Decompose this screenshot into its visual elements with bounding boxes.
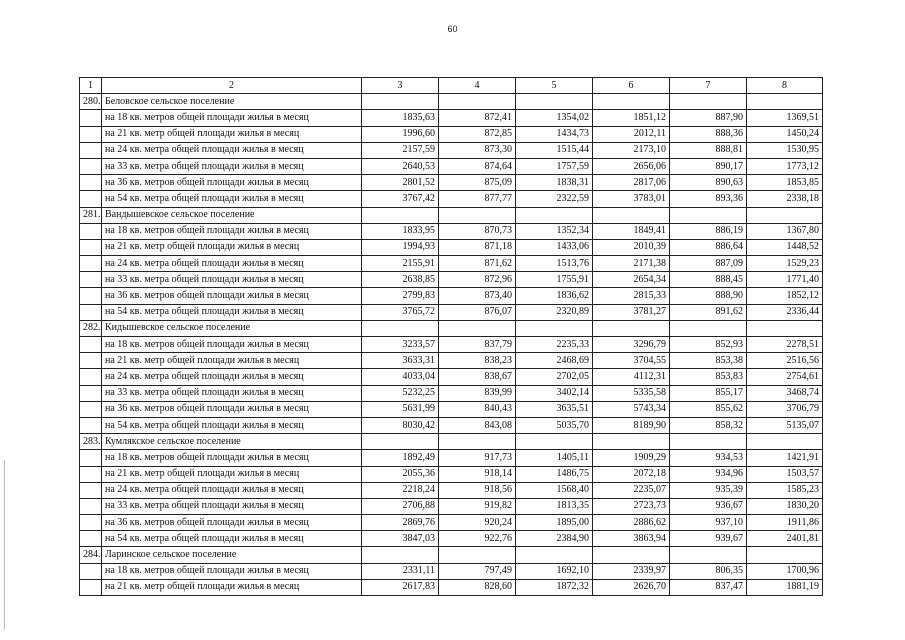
empty-cell (80, 563, 102, 579)
empty-cell (362, 94, 439, 110)
settlement-number: 283. (80, 434, 102, 450)
value-cell: 1909,29 (593, 450, 670, 466)
table-row (80, 515, 823, 531)
row-label: на 24 кв. метра общей площади жилья в месяц (102, 369, 362, 385)
empty-cell (80, 110, 102, 126)
value-cell: 887,09 (670, 256, 747, 272)
empty-cell (80, 401, 102, 417)
value-cell: 871,62 (439, 256, 516, 272)
table-row (80, 531, 823, 547)
row-label: на 33 кв. метра общей площади жилья в месяц (102, 158, 362, 174)
value-cell: 3633,31 (362, 353, 439, 369)
value-cell: 838,67 (439, 369, 516, 385)
settlement-row (80, 207, 823, 223)
row-label: на 24 кв. метра общей площади жилья в месяц (102, 482, 362, 498)
column-number-cell: 7 (670, 78, 747, 94)
value-cell: 875,09 (439, 175, 516, 191)
empty-cell (80, 191, 102, 207)
table-body (80, 78, 823, 596)
value-cell: 919,82 (439, 498, 516, 514)
table-row (80, 175, 823, 191)
value-cell: 5631,99 (362, 401, 439, 417)
value-cell: 1421,91 (747, 450, 823, 466)
empty-cell (80, 175, 102, 191)
value-cell: 1996,60 (362, 126, 439, 142)
value-cell: 872,96 (439, 272, 516, 288)
empty-cell (80, 223, 102, 239)
value-cell: 2235,33 (516, 337, 593, 353)
empty-cell (439, 320, 516, 336)
value-cell: 871,18 (439, 239, 516, 255)
value-cell: 2322,59 (516, 191, 593, 207)
value-cell: 855,62 (670, 401, 747, 417)
value-cell: 5743,34 (593, 401, 670, 417)
value-cell: 797,49 (439, 563, 516, 579)
row-label: на 18 кв. метров общей площади жилья в месяц (102, 110, 362, 126)
empty-cell (593, 94, 670, 110)
value-cell: 934,96 (670, 466, 747, 482)
empty-cell (670, 434, 747, 450)
table-row (80, 239, 823, 255)
value-cell: 887,90 (670, 110, 747, 126)
column-number-cell: 6 (593, 78, 670, 94)
table-row (80, 256, 823, 272)
row-label: на 21 кв. метр общей площади жилья в месяц (102, 466, 362, 482)
value-cell: 1833,95 (362, 223, 439, 239)
empty-cell (362, 547, 439, 563)
row-label: на 18 кв. метров общей площади жилья в месяц (102, 337, 362, 353)
value-cell: 1367,80 (747, 223, 823, 239)
settlement-number: 281. (80, 207, 102, 223)
value-cell: 2384,90 (516, 531, 593, 547)
value-cell: 918,14 (439, 466, 516, 482)
value-cell: 1757,59 (516, 158, 593, 174)
row-label: на 18 кв. метров общей площади жилья в месяц (102, 450, 362, 466)
scan-edge-line (4, 460, 5, 630)
value-cell: 2336,44 (747, 304, 823, 320)
empty-cell (362, 320, 439, 336)
empty-cell (670, 320, 747, 336)
row-label: на 36 кв. метров общей площади жилья в месяц (102, 515, 362, 531)
value-cell: 2338,18 (747, 191, 823, 207)
value-cell: 838,23 (439, 353, 516, 369)
empty-cell (670, 207, 747, 223)
value-cell: 893,36 (670, 191, 747, 207)
settlement-row (80, 434, 823, 450)
value-cell: 1835,63 (362, 110, 439, 126)
value-cell: 3765,72 (362, 304, 439, 320)
value-cell: 2754,61 (747, 369, 823, 385)
value-cell: 843,08 (439, 417, 516, 433)
empty-cell (80, 158, 102, 174)
empty-cell (80, 579, 102, 595)
value-cell: 2218,24 (362, 482, 439, 498)
table-row (80, 353, 823, 369)
empty-cell (80, 515, 102, 531)
value-cell: 886,64 (670, 239, 747, 255)
value-cell: 1813,35 (516, 498, 593, 514)
value-cell: 1771,40 (747, 272, 823, 288)
empty-cell (80, 417, 102, 433)
settlement-row (80, 547, 823, 563)
value-cell: 917,73 (439, 450, 516, 466)
value-cell: 2401,81 (747, 531, 823, 547)
value-cell: 1892,49 (362, 450, 439, 466)
row-label: на 21 кв. метр общей площади жилья в месяц (102, 579, 362, 595)
value-cell: 2235,07 (593, 482, 670, 498)
table-row (80, 563, 823, 579)
value-cell: 4033,04 (362, 369, 439, 385)
column-number-cell: 8 (747, 78, 823, 94)
value-cell: 890,63 (670, 175, 747, 191)
empty-cell (80, 288, 102, 304)
value-cell: 2155,91 (362, 256, 439, 272)
value-cell: 2640,53 (362, 158, 439, 174)
empty-cell (747, 434, 823, 450)
value-cell: 8030,42 (362, 417, 439, 433)
row-label: на 54 кв. метра общей площади жилья в месяц (102, 304, 362, 320)
empty-cell (670, 94, 747, 110)
value-cell: 1911,86 (747, 515, 823, 531)
empty-cell (80, 337, 102, 353)
value-cell: 3468,74 (747, 385, 823, 401)
value-cell: 2320,89 (516, 304, 593, 320)
row-label: на 54 кв. метра общей площади жилья в месяц (102, 531, 362, 547)
value-cell: 2702,05 (516, 369, 593, 385)
empty-cell (80, 256, 102, 272)
value-cell: 1881,19 (747, 579, 823, 595)
value-cell: 2626,70 (593, 579, 670, 595)
value-cell: 1486,75 (516, 466, 593, 482)
row-label: на 21 кв. метр общей площади жилья в месяц (102, 126, 362, 142)
value-cell: 2799,83 (362, 288, 439, 304)
value-cell: 1503,57 (747, 466, 823, 482)
value-cell: 8189,90 (593, 417, 670, 433)
value-cell: 2012,11 (593, 126, 670, 142)
value-cell: 2801,52 (362, 175, 439, 191)
value-cell: 877,77 (439, 191, 516, 207)
settlement-row (80, 320, 823, 336)
table-row (80, 191, 823, 207)
empty-cell (747, 207, 823, 223)
value-cell: 2072,18 (593, 466, 670, 482)
empty-cell (362, 434, 439, 450)
row-label: на 33 кв. метра общей площади жилья в месяц (102, 498, 362, 514)
value-cell: 2617,83 (362, 579, 439, 595)
value-cell: 5232,25 (362, 385, 439, 401)
table-row (80, 304, 823, 320)
value-cell: 3233,57 (362, 337, 439, 353)
value-cell: 837,79 (439, 337, 516, 353)
value-cell: 2171,38 (593, 256, 670, 272)
empty-cell (80, 239, 102, 255)
value-cell: 2886,62 (593, 515, 670, 531)
value-cell: 1434,73 (516, 126, 593, 142)
value-cell: 1585,23 (747, 482, 823, 498)
empty-cell (80, 126, 102, 142)
value-cell: 1838,31 (516, 175, 593, 191)
value-cell: 888,45 (670, 272, 747, 288)
table-row (80, 158, 823, 174)
value-cell: 1450,24 (747, 126, 823, 142)
value-cell: 2278,51 (747, 337, 823, 353)
value-cell: 1513,76 (516, 256, 593, 272)
value-cell: 2817,06 (593, 175, 670, 191)
row-label: на 24 кв. метра общей площади жилья в месяц (102, 142, 362, 158)
value-cell: 3783,01 (593, 191, 670, 207)
value-cell: 934,53 (670, 450, 747, 466)
value-cell: 5335,58 (593, 385, 670, 401)
empty-cell (80, 482, 102, 498)
table-row (80, 142, 823, 158)
value-cell: 888,90 (670, 288, 747, 304)
settlement-number: 280. (80, 94, 102, 110)
value-cell: 4112,31 (593, 369, 670, 385)
value-cell: 3781,27 (593, 304, 670, 320)
value-cell: 1851,12 (593, 110, 670, 126)
empty-cell (516, 94, 593, 110)
empty-cell (516, 320, 593, 336)
value-cell: 891,62 (670, 304, 747, 320)
value-cell: 1568,40 (516, 482, 593, 498)
row-label: на 54 кв. метра общей площади жилья в месяц (102, 191, 362, 207)
value-cell: 828,60 (439, 579, 516, 595)
row-label: на 33 кв. метра общей площади жилья в месяц (102, 272, 362, 288)
column-number-cell: 4 (439, 78, 516, 94)
value-cell: 920,24 (439, 515, 516, 531)
empty-cell (593, 434, 670, 450)
value-cell: 2656,06 (593, 158, 670, 174)
empty-cell (80, 498, 102, 514)
value-cell: 1755,91 (516, 272, 593, 288)
value-cell: 2331,11 (362, 563, 439, 579)
empty-cell (80, 369, 102, 385)
table-row (80, 110, 823, 126)
value-cell: 1853,85 (747, 175, 823, 191)
value-cell: 873,40 (439, 288, 516, 304)
table-row (80, 482, 823, 498)
settlement-row (80, 94, 823, 110)
value-cell: 922,76 (439, 531, 516, 547)
settlement-name: Кумлякское сельское поселение (102, 434, 362, 450)
value-cell: 888,36 (670, 126, 747, 142)
column-number-cell: 5 (516, 78, 593, 94)
value-cell: 2706,88 (362, 498, 439, 514)
empty-cell (516, 547, 593, 563)
value-cell: 853,83 (670, 369, 747, 385)
value-cell: 2869,76 (362, 515, 439, 531)
row-label: на 21 кв. метр общей площади жилья в месяц (102, 353, 362, 369)
settlement-name: Ларинское сельское поселение (102, 547, 362, 563)
tariff-table (79, 77, 823, 596)
value-cell: 1994,93 (362, 239, 439, 255)
value-cell: 3402,14 (516, 385, 593, 401)
table-row (80, 385, 823, 401)
empty-cell (593, 320, 670, 336)
empty-cell (593, 547, 670, 563)
column-number-cell: 3 (362, 78, 439, 94)
value-cell: 1836,62 (516, 288, 593, 304)
value-cell: 1700,96 (747, 563, 823, 579)
value-cell: 837,47 (670, 579, 747, 595)
value-cell: 1352,34 (516, 223, 593, 239)
empty-cell (439, 94, 516, 110)
row-label: на 54 кв. метра общей площади жилья в месяц (102, 417, 362, 433)
table-row (80, 369, 823, 385)
value-cell: 2173,10 (593, 142, 670, 158)
value-cell: 918,56 (439, 482, 516, 498)
value-cell: 870,73 (439, 223, 516, 239)
value-cell: 3767,42 (362, 191, 439, 207)
value-cell: 1849,41 (593, 223, 670, 239)
value-cell: 937,10 (670, 515, 747, 531)
value-cell: 2815,33 (593, 288, 670, 304)
value-cell: 2055,36 (362, 466, 439, 482)
value-cell: 2468,69 (516, 353, 593, 369)
value-cell: 2723,73 (593, 498, 670, 514)
empty-cell (80, 385, 102, 401)
empty-cell (747, 547, 823, 563)
table-row (80, 223, 823, 239)
empty-cell (80, 353, 102, 369)
table-row (80, 288, 823, 304)
value-cell: 874,64 (439, 158, 516, 174)
value-cell: 855,17 (670, 385, 747, 401)
table-row (80, 450, 823, 466)
table-row (80, 417, 823, 433)
value-cell: 1530,95 (747, 142, 823, 158)
table-row (80, 126, 823, 142)
table-row (80, 466, 823, 482)
empty-cell (439, 207, 516, 223)
value-cell: 1515,44 (516, 142, 593, 158)
value-cell: 872,85 (439, 126, 516, 142)
settlement-name: Кидышевское сельское поселение (102, 320, 362, 336)
value-cell: 1354,02 (516, 110, 593, 126)
row-label: на 36 кв. метров общей площади жилья в месяц (102, 401, 362, 417)
value-cell: 1369,51 (747, 110, 823, 126)
row-label: на 36 кв. метров общей площади жилья в месяц (102, 175, 362, 191)
row-label: на 18 кв. метров общей площади жилья в месяц (102, 563, 362, 579)
row-label: на 21 кв. метр общей площади жилья в месяц (102, 239, 362, 255)
table-row (80, 337, 823, 353)
empty-cell (516, 207, 593, 223)
value-cell: 888,81 (670, 142, 747, 158)
value-cell: 806,35 (670, 563, 747, 579)
settlement-name: Вандышевское сельское поселение (102, 207, 362, 223)
value-cell: 876,07 (439, 304, 516, 320)
empty-cell (80, 142, 102, 158)
value-cell: 890,17 (670, 158, 747, 174)
value-cell: 1895,00 (516, 515, 593, 531)
value-cell: 935,39 (670, 482, 747, 498)
empty-cell (670, 547, 747, 563)
value-cell: 3847,03 (362, 531, 439, 547)
empty-cell (747, 320, 823, 336)
value-cell: 2157,59 (362, 142, 439, 158)
table-row (80, 498, 823, 514)
row-label: на 36 кв. метров общей площади жилья в месяц (102, 288, 362, 304)
value-cell: 852,93 (670, 337, 747, 353)
empty-cell (439, 547, 516, 563)
empty-cell (80, 272, 102, 288)
value-cell: 1433,06 (516, 239, 593, 255)
empty-cell (80, 466, 102, 482)
empty-cell (439, 434, 516, 450)
empty-cell (747, 94, 823, 110)
value-cell: 2638,85 (362, 272, 439, 288)
table-row (80, 272, 823, 288)
value-cell: 1405,11 (516, 450, 593, 466)
value-cell: 1852,12 (747, 288, 823, 304)
table-row (80, 401, 823, 417)
value-cell: 1872,32 (516, 579, 593, 595)
value-cell: 2339,97 (593, 563, 670, 579)
value-cell: 1773,12 (747, 158, 823, 174)
value-cell: 5135,07 (747, 417, 823, 433)
row-label: на 18 кв. метров общей площади жилья в месяц (102, 223, 362, 239)
value-cell: 3863,94 (593, 531, 670, 547)
value-cell: 936,67 (670, 498, 747, 514)
value-cell: 853,38 (670, 353, 747, 369)
value-cell: 2654,34 (593, 272, 670, 288)
empty-cell (80, 450, 102, 466)
value-cell: 939,67 (670, 531, 747, 547)
value-cell: 3296,79 (593, 337, 670, 353)
value-cell: 839,99 (439, 385, 516, 401)
value-cell: 5035,70 (516, 417, 593, 433)
empty-cell (593, 207, 670, 223)
value-cell: 872,41 (439, 110, 516, 126)
empty-cell (80, 531, 102, 547)
value-cell: 1448,52 (747, 239, 823, 255)
value-cell: 886,19 (670, 223, 747, 239)
value-cell: 1529,23 (747, 256, 823, 272)
value-cell: 1692,10 (516, 563, 593, 579)
value-cell: 3635,51 (516, 401, 593, 417)
column-number-row (80, 78, 823, 94)
empty-cell (80, 304, 102, 320)
settlement-number: 282. (80, 320, 102, 336)
value-cell: 840,43 (439, 401, 516, 417)
empty-cell (516, 434, 593, 450)
row-label: на 33 кв. метра общей площади жилья в месяц (102, 385, 362, 401)
value-cell: 2516,56 (747, 353, 823, 369)
value-cell: 3704,55 (593, 353, 670, 369)
column-number-cell: 1 (80, 78, 102, 94)
page-number: 60 (447, 24, 458, 34)
column-number-cell: 2 (102, 78, 362, 94)
empty-cell (362, 207, 439, 223)
table-row (80, 579, 823, 595)
settlement-name: Беловское сельское поселение (102, 94, 362, 110)
value-cell: 2010,39 (593, 239, 670, 255)
value-cell: 858,32 (670, 417, 747, 433)
row-label: на 24 кв. метра общей площади жилья в месяц (102, 256, 362, 272)
value-cell: 3706,79 (747, 401, 823, 417)
settlement-number: 284. (80, 547, 102, 563)
value-cell: 1830,20 (747, 498, 823, 514)
value-cell: 873,30 (439, 142, 516, 158)
